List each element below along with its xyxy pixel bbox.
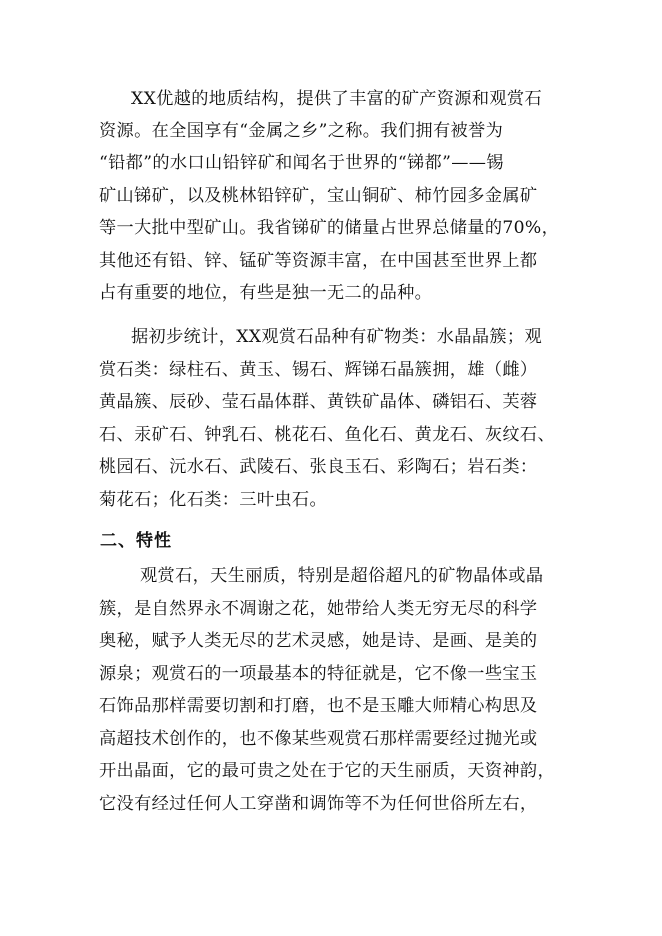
paragraph-3-line-8: 它没有经过任何人工穿凿和调饰等不为任何世俗所左右， [99, 794, 538, 814]
paragraph-2-line-3: 黄晶簇、辰砂、莹石晶体群、黄铁矿晶体、磷铝石、芙蓉 [99, 392, 538, 412]
section-heading: 二、特性 [100, 531, 172, 551]
paragraph-3-line-2: 簇，是自然界永不凋谢之花，她带给人类无穷无尽的科学 [99, 599, 538, 619]
paragraph-2-line-1: 据初步统计，XX观赏石品种有矿物类：水晶晶簇；观 [131, 327, 542, 347]
paragraph-3-line-5: 石饰品那样需要切割和打磨，也不是玉雕大师精心构思及 [99, 696, 538, 716]
paragraph-2-line-2: 赏石类：绿柱石、黄玉、锡石、辉锑石晶簇拥，雄（雌） [99, 360, 538, 380]
paragraph-1-line-2: 资源。在全国享有“金属之乡”之称。我们拥有被誉为 [99, 121, 504, 141]
paragraph-1-line-4: 矿山锑矿，以及桃林铅锌矿，宝山铜矿、柿竹园多金属矿 [99, 186, 538, 206]
paragraph-2-line-4: 石、汞矿石、钟乳石、桃花石、鱼化石、黄龙石、灰纹石、 [99, 425, 555, 445]
paragraph-2-line-6: 菊花石；化石类：三叶虫石。 [99, 490, 327, 510]
paragraph-2-line-5: 桃园石、沅水石、武陵石、张良玉石、彩陶石；岩石类： [99, 457, 538, 477]
paragraph-3-line-3: 奥秘，赋予人类无尽的艺术灵感，她是诗、是画、是美的 [99, 631, 538, 651]
paragraph-3-line-6: 高超技术创作的，也不像某些观赏石那样需要经过抛光或 [99, 729, 538, 749]
paragraph-1-line-3: “铅都”的水口山铅锌矿和闻名于世界的“锑都”——锡 [99, 153, 504, 173]
paragraph-3-line-1: 观赏石，天生丽质，特别是超俗超凡的矿物晶体或晶 [140, 566, 544, 586]
paragraph-3-line-4: 源泉；观赏石的一项最基本的特征就是，它不像一些宝玉 [99, 664, 538, 684]
paragraph-1-line-6: 其他还有铅、锌、锰矿等资源丰富，在中国甚至世界上都 [99, 251, 538, 271]
paragraph-1-line-5: 等一大批中型矿山。我省锑矿的储量占世界总储量的70%， [99, 218, 560, 238]
paragraph-1-line-1: XX优越的地质结构，提供了丰富的矿产资源和观赏石 [131, 89, 542, 109]
paragraph-1-line-7: 占有重要的地位，有些是独一无二的品种。 [99, 283, 433, 303]
paragraph-3-line-7: 开出晶面，它的最可贵之处在于它的天生丽质，天资神韵， [99, 761, 555, 781]
